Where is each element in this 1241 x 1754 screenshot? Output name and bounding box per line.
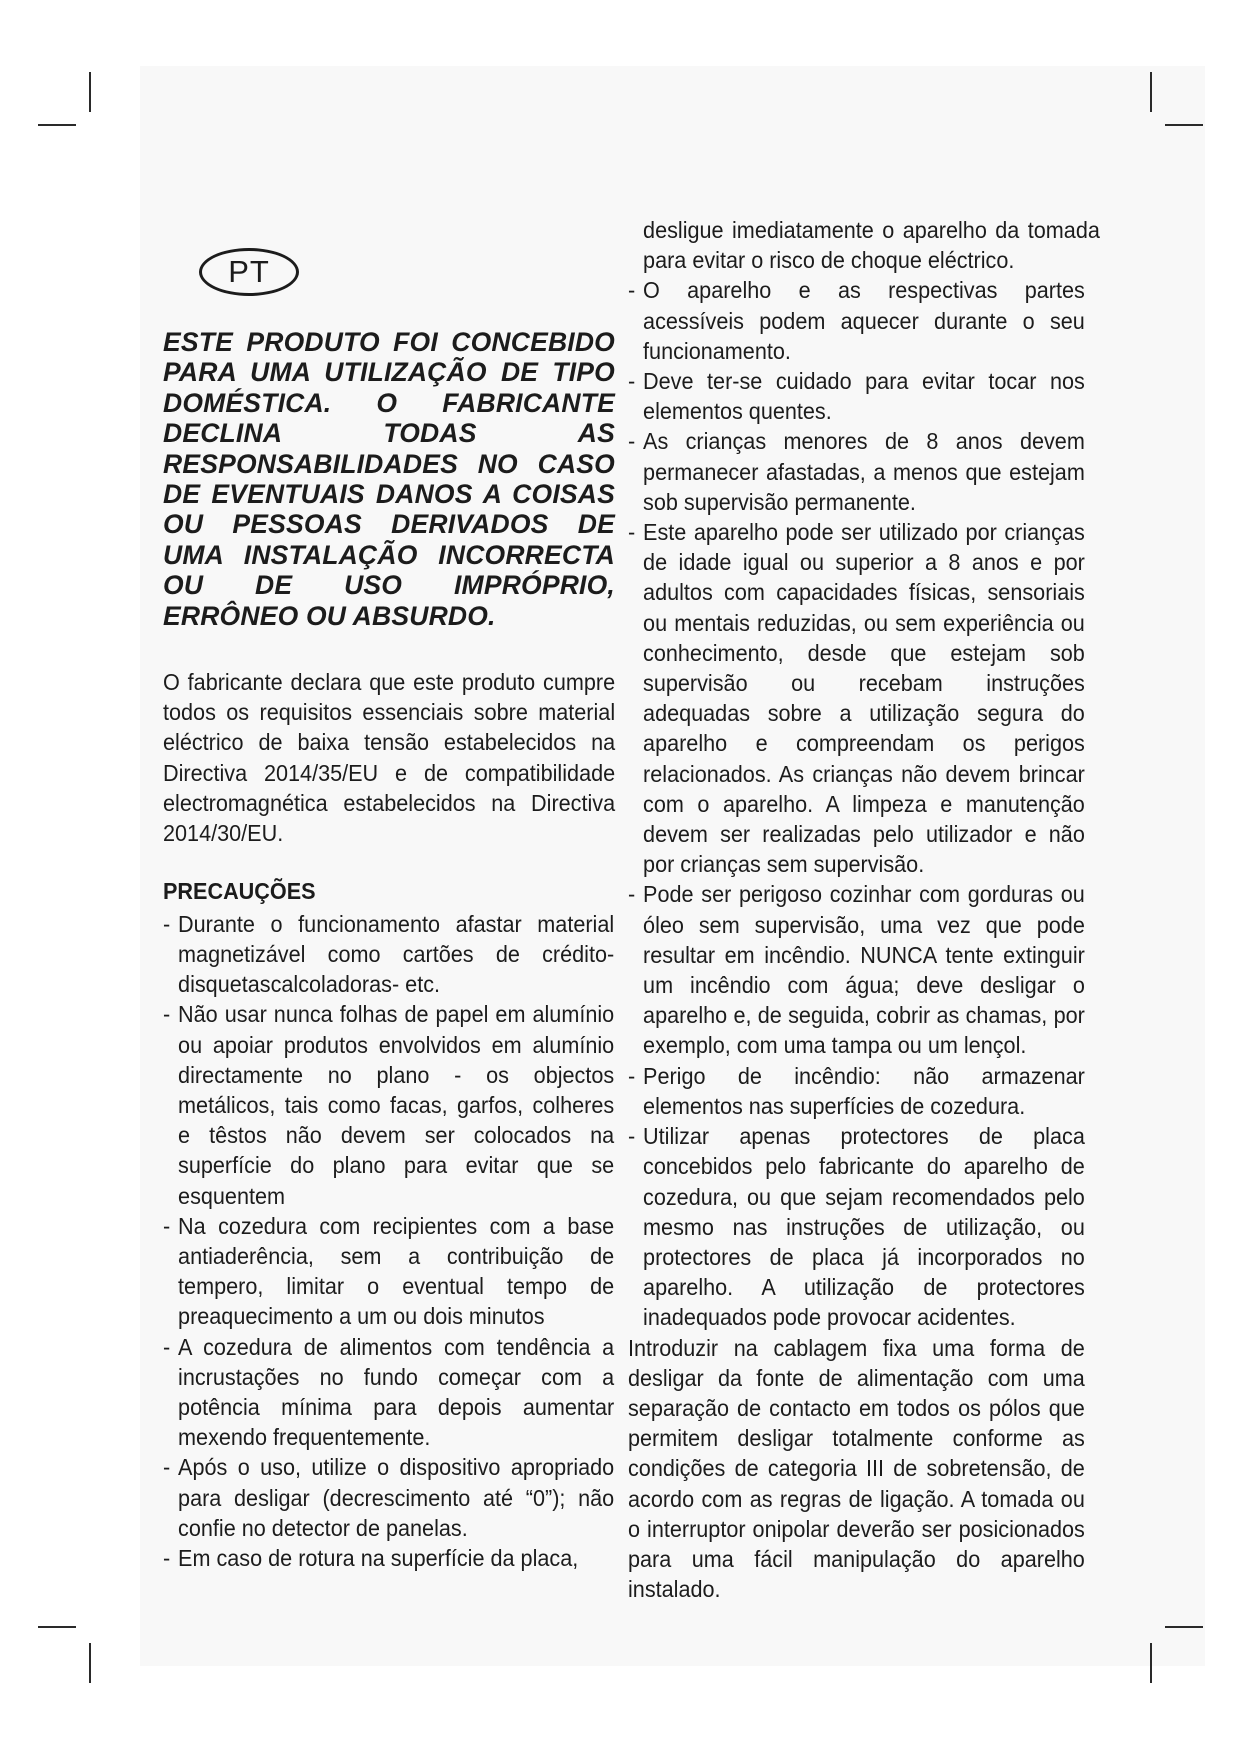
list-item: - Perigo de incêndio: não armazenar elementos nas superfícies de cozedura. — [628, 1061, 1085, 1121]
list-item: - Deve ter-se cuidado para evitar tocar nos elementos quentes. — [628, 366, 1085, 426]
list-item: - Durante o funcionamento afastar material magnetizável como cartões de crédito-disquetascalcoladoras- etc. — [163, 909, 614, 1000]
crop-mark-bottom-left-horizontal — [38, 1626, 76, 1628]
list-item: - Após o uso, utilize o dispositivo apropriado para desligar (decrescimento até “0”); não confie no detector de panelas. — [163, 1452, 614, 1543]
crop-mark-bottom-left-vertical — [89, 1643, 91, 1683]
crop-mark-bottom-right-vertical — [1150, 1643, 1152, 1683]
list-item: - Não usar nunca folhas de papel em alumínio ou apoiar produtos envolvidos em alumínio directamente no plano - os objectos metálicos, tais como facas, garfos, colheres e têstos não devem ser colocados na superfície do plano para evitar que se esquentem — [163, 999, 614, 1210]
precaution-continuation: desligue imediatamente o aparelho da tomada para evitar o risco de choque eléctrico. — [643, 217, 1100, 274]
list-item: - Este aparelho pode ser utilizado por crianças de idade igual ou superior a 8 anos e por adultos com capacidades físicas, sensoriais ou mentais reduzidas, ou sem experiência ou conhecimento, desde que estejam sob supervisão ou recebam instruções adequadas sobre a utilização segura do aparelho e compreendam os perigos relacionados. As crianças não devem brincar com o aparelho. A limpeza e manutenção devem ser realizadas pelo utilizador e não por crianças sem supervisão. — [628, 517, 1085, 879]
installation-note: Introduzir na cablagem fixa uma forma de desligar da fonte de alimentação com uma separação de contacto em todos os pólos que permitem desligar totalmente conforme as condições de categoria III de sobretensão, de acordo com as regras de ligação. A tomada ou o interruptor onipolar deverão ser posicionados para uma fácil manipulação do aparelho instalado. — [628, 1334, 1085, 1603]
list-item: - Em caso de rotura na superfície da placa, — [163, 1543, 614, 1573]
crop-mark-bottom-right-horizontal — [1165, 1626, 1203, 1628]
list-item: - Pode ser perigoso cozinhar com gorduras ou óleo sem supervisão, uma vez que pode resultar em incêndio. NUNCA tente extinguir um incêndio com água; deve desligar o aparelho e, de seguida, cobrir as chamas, por exemplo, com uma tampa ou um lençol. — [628, 879, 1085, 1060]
crop-mark-top-left-horizontal — [38, 124, 76, 126]
list-item: - O aparelho e as respectivas partes acessíveis podem aquecer durante o seu funcionamento. — [628, 275, 1085, 366]
list-item: - Na cozedura com recipientes com a base antiaderência, sem a contribuição de tempero, limitar o eventual tempo de preaquecimento a um ou dois minutos — [163, 1211, 614, 1332]
crop-mark-top-right-vertical — [1150, 72, 1152, 112]
precautions-list-continued — [628, 275, 1085, 1332]
precautions-list — [163, 909, 614, 1573]
list-item: - As crianças menores de 8 anos devem permanecer afastadas, a menos que estejam sob supervisão permanente. — [628, 426, 1085, 517]
list-item: - A cozedura de alimentos com tendência a incrustações no fundo começar com a potência mínima para depois aumentar mexendo frequentemente. — [163, 1332, 614, 1453]
list-item: - Utilizar apenas protectores de placa concebidos pelo fabricante do aparelho de cozedura, ou que sejam recomendados pelo mesmo nas instruções de utilização, ou protectores de placa já incorporados no aparelho. A utilização de protectores inadequados pode provocar acidentes. — [628, 1121, 1085, 1332]
crop-mark-top-left-vertical — [89, 72, 91, 112]
compliance-declaration: O fabricante declara que este produto cumpre todos os requisitos essenciais sobre material eléctrico de baixa tensão estabelecidos na Directiva 2014/35/EU e de compatibilidade electromagnética estabelecidos na Directiva 2014/30/EU. — [163, 669, 616, 847]
left-column — [163, 327, 615, 1573]
right-column — [628, 215, 1100, 1604]
precautions-title: PRECAUÇÕES — [163, 878, 316, 905]
disclaimer-warning: ESTE PRODUTO FOI CONCEBIDO PARA UMA UTILIZAÇÃO DE TIPO DOMÉSTICA. O FABRICANTE DECLINA TODAS AS RESPONSABILIDADES NO CASO DE EVENTUAIS DANOS A COISAS OU PESSOAS DERIVADOS DE UMA INSTALAÇÃO INCORRECTA OU DE USO IMPRÓPRIO, ERRÔNEO OU ABSURDO. — [163, 327, 615, 631]
crop-mark-top-right-horizontal — [1165, 124, 1203, 126]
language-badge: PT — [199, 248, 299, 296]
